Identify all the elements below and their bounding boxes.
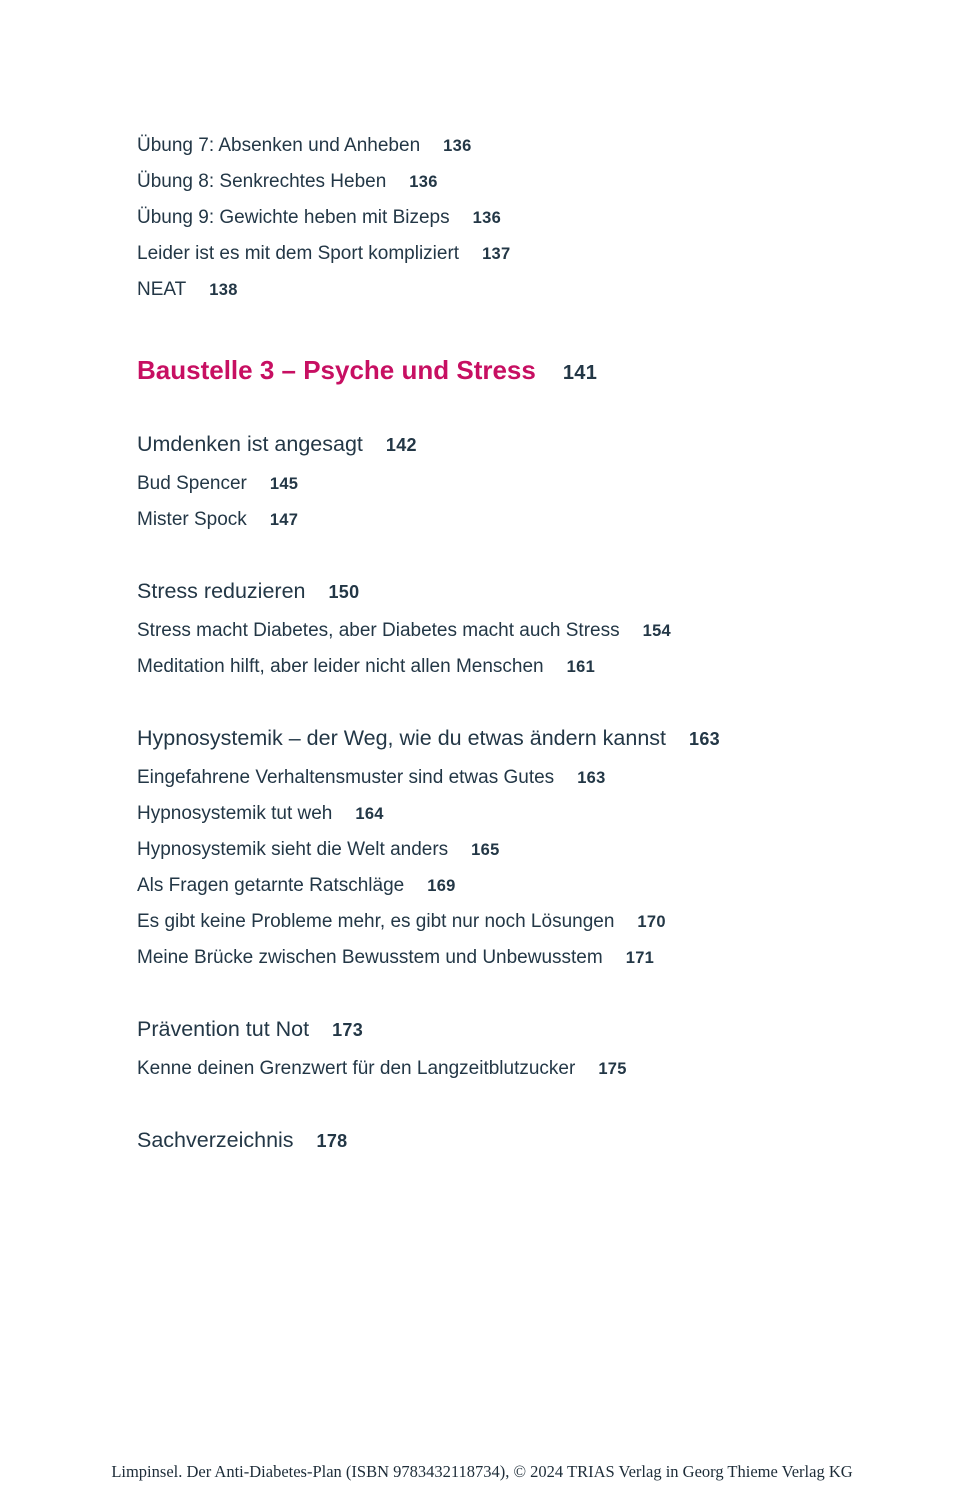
toc-entry-label: Als Fragen getarnte Ratschläge bbox=[137, 875, 405, 896]
toc-entry bbox=[137, 904, 884, 940]
toc-entry-page: 136 bbox=[409, 173, 438, 191]
toc-entry-label: Meditation hilft, aber leider nicht allen Menschen bbox=[137, 656, 544, 677]
toc-entry bbox=[137, 940, 884, 976]
toc-entry-label: Es gibt keine Probleme mehr, es gibt nur noch Lösungen bbox=[137, 911, 615, 932]
toc-section-sachverzeichnis bbox=[137, 1123, 884, 1158]
toc-entry bbox=[137, 868, 884, 904]
toc-section-praevention bbox=[137, 1012, 884, 1087]
section-title-page: 178 bbox=[316, 1131, 348, 1151]
toc-entry bbox=[137, 649, 884, 685]
toc-section-stress bbox=[137, 574, 884, 685]
toc-entry-label: Mister Spock bbox=[137, 509, 247, 530]
toc-entry bbox=[137, 236, 884, 272]
toc-entry-page: 171 bbox=[625, 949, 655, 967]
section-title-label: Umdenken ist angesagt bbox=[137, 432, 363, 456]
toc-entry-label: Kenne deinen Grenzwert für den Langzeitblutzucker bbox=[137, 1058, 576, 1079]
toc-section-hypnosystemik bbox=[137, 721, 884, 976]
section-title bbox=[137, 721, 884, 756]
toc-entry-label: Leider ist es mit dem Sport kompliziert bbox=[137, 243, 460, 264]
toc-entry-page: 154 bbox=[642, 622, 672, 640]
toc-entry-label: Bud Spencer bbox=[137, 473, 247, 494]
toc-entry-label: Eingefahrene Verhaltensmuster sind etwas Gutes bbox=[137, 767, 555, 788]
chapter-heading-label: Baustelle 3 – Psyche und Stress bbox=[137, 355, 536, 385]
section-title-page: 150 bbox=[328, 582, 360, 602]
toc-entry bbox=[137, 200, 884, 236]
toc-entry-page: 138 bbox=[209, 281, 238, 299]
toc-entry-page: 137 bbox=[482, 245, 511, 263]
toc-entry-page: 147 bbox=[269, 511, 299, 529]
toc-entry-label: Hypnosystemik tut weh bbox=[137, 803, 333, 824]
toc-section-umdenken bbox=[137, 427, 884, 538]
toc-entry-page: 169 bbox=[427, 877, 456, 895]
toc-entry-label: Stress macht Diabetes, aber Diabetes macht auch Stress bbox=[137, 620, 620, 641]
toc-entry-label: Übung 8: Senkrechtes Heben bbox=[137, 171, 387, 192]
toc-entry bbox=[137, 466, 884, 502]
chapter-heading bbox=[137, 354, 884, 389]
section-title bbox=[137, 427, 884, 462]
toc-entry bbox=[137, 1051, 884, 1087]
toc-entry bbox=[137, 832, 884, 868]
section-title bbox=[137, 1123, 884, 1158]
toc-entry-page: 175 bbox=[598, 1060, 627, 1078]
toc-entry bbox=[137, 164, 884, 200]
toc-entry-label: Hypnosystemik sieht die Welt anders bbox=[137, 839, 449, 860]
footer-credit: Limpinsel. Der Anti-Diabetes-Plan (ISBN 9783432118734), © 2024 TRIAS Verlag in Georg Thieme Verlag KG bbox=[111, 1462, 853, 1481]
toc-entry bbox=[137, 272, 884, 308]
toc-entry bbox=[137, 760, 884, 796]
section-title-page: 173 bbox=[332, 1020, 364, 1040]
section-title-label: Prävention tut Not bbox=[137, 1017, 310, 1041]
section-title bbox=[137, 574, 884, 609]
toc-entry bbox=[137, 502, 884, 538]
toc-entry-page: 164 bbox=[355, 805, 384, 823]
toc-entry bbox=[137, 613, 884, 649]
toc-entry-label: Übung 9: Gewichte heben mit Bizeps bbox=[137, 207, 450, 228]
section-title-label: Sachverzeichnis bbox=[137, 1128, 294, 1152]
section-title-page: 142 bbox=[385, 435, 417, 455]
section-title-page: 163 bbox=[689, 729, 720, 749]
chapter-heading-page: 141 bbox=[562, 362, 598, 384]
toc-entry-page: 165 bbox=[471, 841, 500, 859]
toc-entry-page: 163 bbox=[577, 769, 606, 787]
toc-entry bbox=[137, 796, 884, 832]
toc-entry-page: 136 bbox=[443, 137, 472, 155]
toc-entry-page: 145 bbox=[269, 475, 299, 493]
toc-entry-page: 136 bbox=[472, 209, 502, 227]
toc-entry-label: Meine Brücke zwischen Bewusstem und Unbewusstem bbox=[137, 947, 603, 968]
toc-entry-label: Übung 7: Absenken und Anheben bbox=[137, 135, 421, 156]
toc-top-entries bbox=[137, 128, 884, 308]
toc-entry bbox=[137, 128, 884, 164]
section-title-label: Hypnosystemik – der Weg, wie du etwas ändern kannst bbox=[137, 726, 667, 750]
toc-entry-page: 170 bbox=[637, 913, 666, 931]
section-title-label: Stress reduzieren bbox=[137, 579, 306, 603]
toc-entry-label: NEAT bbox=[137, 279, 187, 300]
section-title bbox=[137, 1012, 884, 1047]
toc-entry-page: 161 bbox=[566, 658, 596, 676]
